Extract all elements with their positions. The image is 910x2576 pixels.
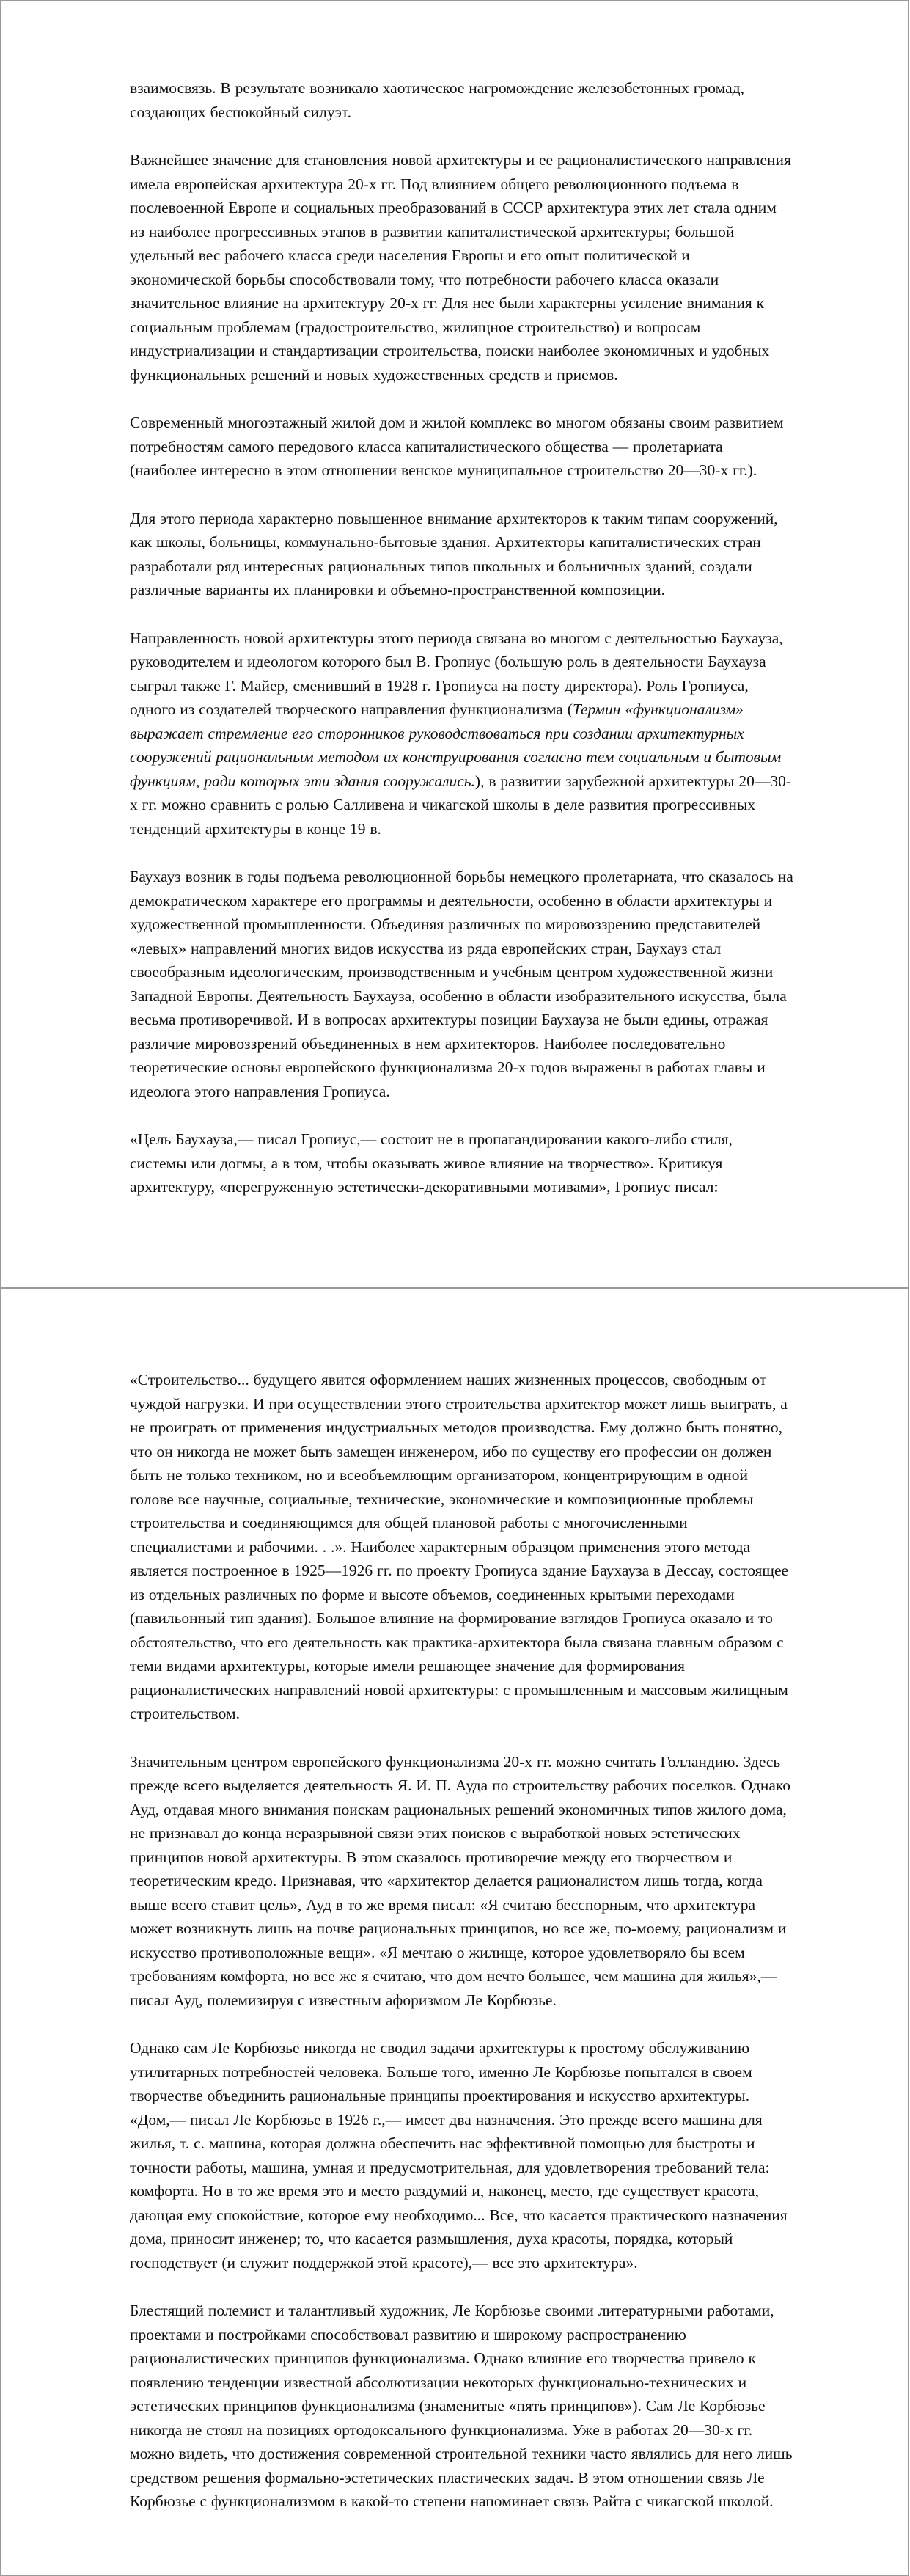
page-body — [130, 1368, 793, 2538]
paragraph: взаимосвязь. В результате возникало хаотическое нагромождение железобетонных громад, создающих беспокойный силуэт. — [130, 79, 744, 121]
page-body — [130, 76, 793, 1223]
paragraph: Для этого периода характерно повышенное внимание архитекторов к таким типам сооружений, как школы, больницы, коммунально-бытовые здания. Архитекторы капиталистических стран разработали ряд интересных рациональных типов школьных и больничных зданий, создали различные варианты их планировки и объемно-пространственной композиции. — [130, 509, 778, 599]
paragraph: Важнейшее значение для становления новой архитектуры и ее рационалистического направления имела европейская архитектура 20-х гг. Под влиянием общего революционного подъема в послевоенной Европе и социальных преобразований в СССР архитектура этих лет стала одним из наиболее прогрессивных этапов в развитии капиталистической архитектуры; большой удельный вес рабочего класса среди населения Европы и его опыт политической и экономической борьбы способствовали тому, что потребности рабочего класса оказали значительное влияние на архитектуру 20-х гг. Для нее были характерны усиление внимания к социальным проблемам (градостроительство, жилищное строительство) и вопросам индустриализации и стандартизации строительства, поиски наиболее экономичных и удобных функциональных решений и новых художественных средств и приемов. — [130, 151, 791, 384]
paragraph: «Цель Баухауза,— писал Гропиус,— состоит не в пропагандировании какого-либо стиля, системы или догмы, а в том, чтобы оказывать живое влияние на творчество». Критикуя архитектуру, «перегруженную эстетически-декоративными мотивами», Гропиус писал: — [130, 1130, 733, 1196]
paragraph: Блестящий полемист и талантливый художник, Ле Корбюзье своими литературными работами, проектами и постройками способствовал развитию и широкому распространению рационалистических принципов функционализма. Однако влияние его творчества привело к появлению тенденции известной абсолютизации некоторых функционально-технических и эстетических принципов функционализма (знаменитые «пять принципов»). Сам Ле Корбюзье никогда не стоял на позициях ортодоксального функционализма. Уже в работах 20—30-х гг. можно видеть, что достижения современной строительной техники часто являлись для него лишь средством решения формально-эстетических пластических задач. В этом отношении связь Ле Корбюзье с функционализмом в какой-то степени напоминает связь Райта с чикагской школой. — [130, 2302, 793, 2510]
paragraph: Значительным центром европейского функционализма 20-х гг. можно считать Голландию. Здесь прежде всего выделяется деятельность Я. И. П. Ауда по строительству рабочих поселков. Однако Ауд, отдавая много внимания поискам рациональных решений экономичных типов жилого дома, не признавал до конца неразрывной связи этих поисков с выработкой новых эстетических принципов новой архитектуры. В этом сказалось противоречие между его творчеством и теоретическим кредо. Признавая, что «архитектор делается рационалистом лишь тогда, когда выше всего ставит цель», Ауд в то же время писал: «Я считаю бесспорным, что архитектура может возникнуть лишь на почве рациональных принципов, но все же, по-моему, рационализм и искусство противоположные вещи». «Я мечтаю о жилище, которое удовлетворяло бы всем требованиям комфорта, но все же я считаю, что дом нечто большее, чем машина для жилья»,— писал Ауд, полемизируя с известным афоризмом Ле Корбюзье. — [130, 1752, 790, 2009]
paragraph-text: ), в развитии зарубежной архитектуры 20—30-х гг. можно сравнить с ролью Салливена и чикагской школы в деле развития прогрессивных тенденций архитектуры в конце 19 в. — [130, 772, 791, 838]
functionalism-definition: Термин «функционализм» выражает стремление его сторонников руководствоваться при создании архитектурных сооружений рациональным методом их конструирования согласно тем социальным и бытовым функциям, ради которых эти здания сооружались. — [130, 700, 782, 790]
paragraph: «Строительство... будущего явится оформлением наших жизненных процессов, свободным от чуждой нагрузки. И при осуществлении этого строительства архитектор может лишь выиграть, а не проиграть от применения индустриальных методов производства. Ему должно быть понятно, что он никогда не может быть замещен инженером, ибо по существу его профессии он должен быть не только техником, но и всеобъемлющим организатором, концентрирующим в одной голове все научные, социальные, технические, экономические и композиционные проблемы строительства и соединяющимся для общей плановой работы с многочисленными специалистами и рабочими. . .». Наиболее характерным образцом применения этого метода является построенное в 1925—1926 гг. по проекту Гропиуса здание Баухауза в Дессау, состоящее из отдельных различных по форме и высоте объемов, соединенных крытыми переходами (павильонный тип здания). Большое влияние на формирование взглядов Гропиуса оказало и то обстоятельство, что его деятельность как практика-архитектора была связана главным образом с теми видами архитектуры, которые имели решающее значение для формирования рационалистических направлений новой архитектуры: с промышленным и массовым жилищным строительством. — [130, 1371, 789, 1722]
paragraph: Современный многоэтажный жилой дом и жилой комплекс во многом обязаны своим развитием потребностям самого передового класса капиталистического общества — пролетариата (наиболее интересно в этом отношении венское муниципальное строительство 20—30-х гг.). — [130, 414, 784, 479]
document-page-2 — [0, 1288, 909, 2576]
paragraph: Однако сам Ле Корбюзье никогда не сводил задачи архитектуры к простому обслуживанию утилитарных потребностей человека. Больше того, именно Ле Корбюзье попытался в своем творчестве объединить рациональные принципы проектирования и искусство архитектуры. «Дом,— писал Ле Корбюзье в 1926 г.,— имеет два назначения. Это прежде всего машина для жилья, т. с. машина, которая должна обеспечить нас эффективной помощью для быстроты и точности работы, машина, умная и предусмотрительная, для удовлетворения требований тела: комфорта. Но в то же время это и место раздумий и, наконец, место, где существует красота, дающая ему спокойствие, которое ему необходимо... Все, что касается практического назначения дома, приносит инженер; то, что касается размышления, духа красоты, порядка, который господствует (и служит поддержкой этой красоте),— все это архитектура». — [130, 2039, 788, 2272]
document-page-1 — [0, 0, 909, 1288]
paragraph-with-footnote — [130, 626, 793, 841]
paragraph: Баухауз возник в годы подъема революционной борьбы немецкого пролетариата, что сказалось на демократическом характере его программы и деятельности, особенно в области архитектуры и художественной промышленности. Объединяя различных по мировоззрению представителей «левых» направлений многих видов искусства из ряда европейских стран, Баухауз стал своеобразным идеологическим, производственным и учебным центром художественной жизни Западной Европы. Деятельность Баухауза, особенно в области изобразительного искусства, была весьма противоречивой. И в вопросах архитектуры позиции Баухауза не были едины, отражая различие мировоззрений объединенных в нем архитекторов. Наиболее последовательно теоретические основы европейского функционализма 20-х годов выражены в работах главы и идеолога этого направления Гропиуса. — [130, 868, 793, 1100]
paragraph-text: Направленность новой архитектуры этого периода связана во многом с деятельностью Баухауза, руководителем и идеологом которого был В. Гропиус (большую роль в деятельности Баухауза сыграл также Г. Майер, сменивший в 1928 г. Гропиуса на посту директора). Роль Гропиуса, одного из создателей творческого направления функционализма ( — [130, 629, 783, 718]
